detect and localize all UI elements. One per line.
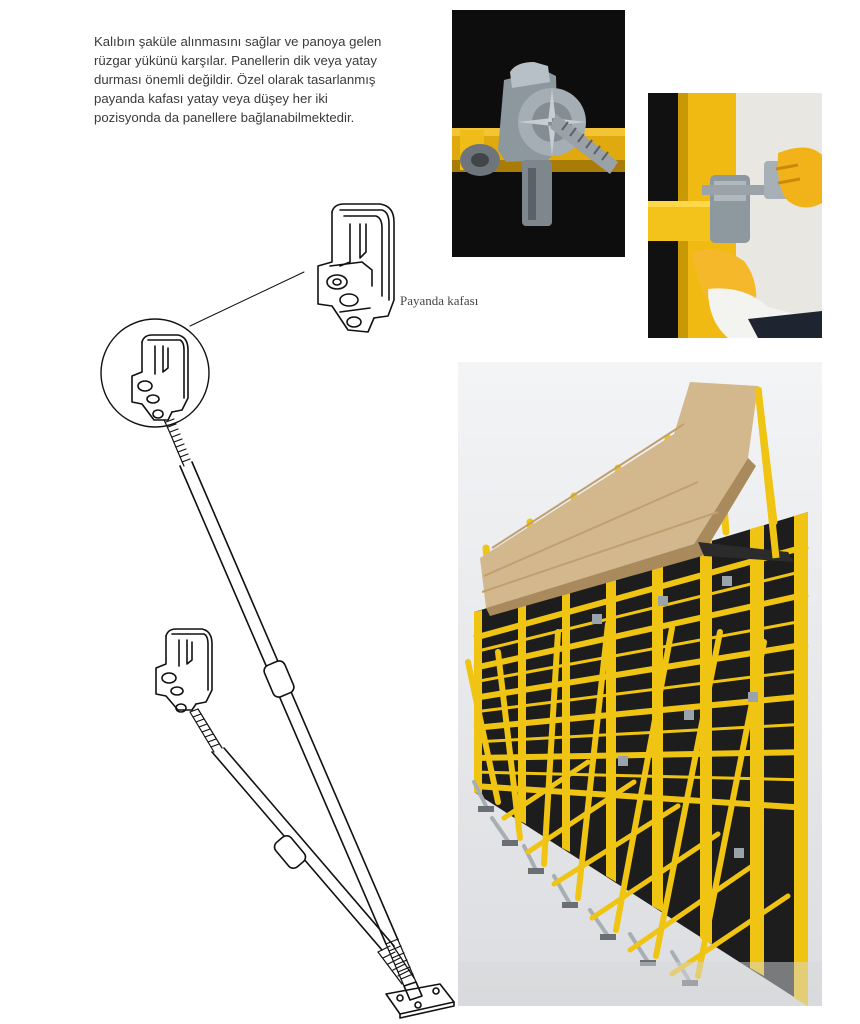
- intro-line: durması önemli değildir. Özel olarak tasarlanmış: [94, 72, 376, 87]
- brace-head-icon: [156, 629, 212, 712]
- clamp-installation-photo: [648, 93, 822, 338]
- formwork-wall-photo: [458, 362, 822, 1006]
- brace-head-icon: [132, 335, 188, 420]
- intro-line: Kalıbın şaküle alınmasını sağlar ve panoya gelen: [94, 34, 382, 49]
- prop-tube-long: [180, 462, 398, 944]
- base-plate: [386, 982, 454, 1018]
- brace-head-icon: [318, 204, 394, 332]
- intro-line: rüzgar yükünü karşılar. Panellerin dik veya yatay: [94, 53, 377, 68]
- prop-head-closeup-photo: [452, 10, 625, 257]
- prop-tube-short: [212, 748, 394, 950]
- intro-line: payanda kafası yatay veya düşey her iki: [94, 91, 328, 106]
- callout-leader-line: [190, 272, 304, 326]
- prop-head-label: Payanda kafası: [400, 293, 479, 308]
- intro-line: pozisyonda da panellere bağlanabilmektedir.: [94, 110, 355, 125]
